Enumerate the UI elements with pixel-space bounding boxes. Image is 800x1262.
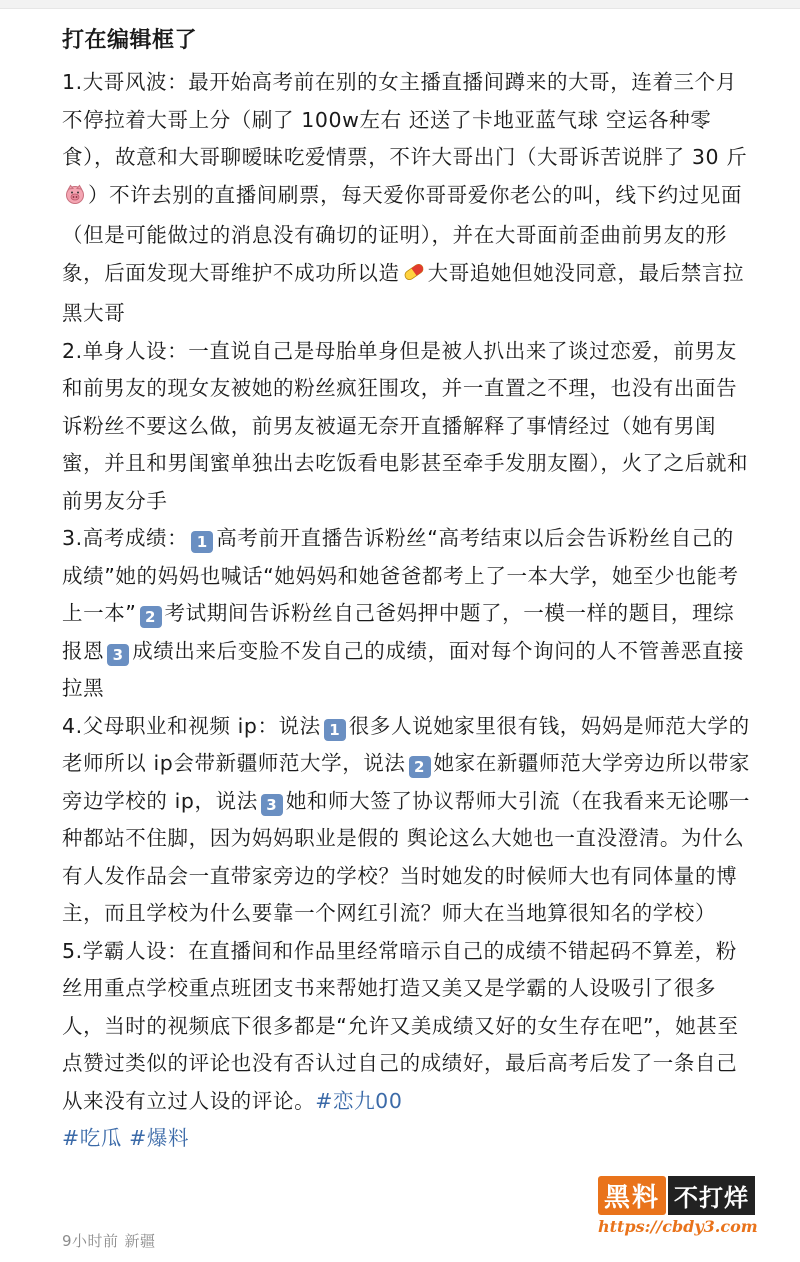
number-3-icon: 3 [261,794,283,816]
watermark [598,1176,778,1246]
watermark-badge: 黑料 [598,1176,666,1215]
paragraph-1-text-b: ）不许去别的直播间刷票，每天爱你哥哥爱你老公的叫，线下约过见面（但是可能做过的消息没有确切的证明），并在大哥面前歪曲前男友的形象，后面发现大哥维护不成功所以造 [62,182,743,285]
post-location: 新疆 [124,1232,156,1250]
paragraph-3 [62,520,752,708]
number-1-icon: 1 [191,531,213,553]
post-meta [62,1230,156,1251]
paragraph-4-text-b: 很多人说她家里很有钱，妈妈是师范大学的老师所以 ip会带新疆师范大学，说法 [62,713,750,775]
paragraph-2: 2.单身人设：一直说自己是母胎单身但是被人扒出来了谈过恋爱，前男友和前男友的现女友被她的粉丝疯狂围攻，并一直置之不理，也没有出面告诉粉丝不要这么做，前男友被逼无奈开直播解释了事情经过（她有男闺蜜，并且和男闺蜜单独出去吃饭看电影甚至牵手发朋友圈），火了之后就和前男友分手 [62,338,749,513]
paragraph-1-text-a: 1.大哥风波：最开始高考前在别的女主播直播间蹲来的大哥，连着三个月不停拉着大哥上分（刷了 100w左右 还送了卡地亚蓝气球 空运各种零食），故意和大哥聊暧昧吃爱情票，不许大哥出门（大哥诉苦说胖了 30 斤 [62,70,748,169]
watermark-logo [598,1176,778,1215]
hashtag-link[interactable]: #恋九00 [315,1088,403,1113]
top-edge [0,0,800,9]
paragraph-3-text-b: 高考前开直播告诉粉丝“高考结束以后会告诉粉丝自己的成绩”她的妈妈也喊话“她妈妈和她爸爸都考上了一本大学，她至少也能考上一本” [62,526,739,625]
watermark-url: https://cbdy3.com [598,1217,758,1236]
paragraph-3-text-a: 3.高考成绩： [62,526,189,550]
paragraph-4-text-a: 4.父母职业和视频 ip：说法 [62,713,321,738]
hashtag-link[interactable]: #爆料 [129,1126,190,1150]
number-1-icon: 1 [324,719,346,741]
paragraph-4-text-d: 她和师大签了协议帮师大引流（在我看来无论哪一种都站不住脚，因为妈妈职业是假的 舆论这么大她也一直没澄清。为什么有人发作品会一直带家旁边的学校？当时她发的时候师大也有同体量的博主，而且学校为什么要靠一个网红引流？师大在当地算很知名的学校） [62,788,751,925]
paragraph-3-text-d: 成绩出来后变脸不发自己的成绩，面对每个询问的人不管善恶直接拉黑 [62,638,745,700]
paragraph-3-text-c: 考试期间告诉粉丝自己爸妈押中题了，一模一样的题目，理综报恩 [62,601,735,663]
number-2-icon: 2 [409,756,431,778]
post-title: 打在编辑框了 [62,28,198,53]
watermark-text: 不打烊 [668,1176,755,1215]
pig-face-icon [64,180,86,218]
paragraph-4-text-c: 她家在新疆师范大学旁边所以带家旁边学校的 ip，说法 [62,751,751,813]
number-3-icon: 3 [107,644,129,666]
paragraph-4 [62,708,752,933]
paragraph-1 [62,64,752,333]
hashtag-link[interactable]: #吃瓜 [62,1126,122,1150]
paragraph-1-text-c: 大哥追她但她没同意，最后禁言拉黑大哥 [62,260,745,325]
paragraph-5-text: 5.学霸人设：在直播间和作品里经常暗示自己的成绩不错起码不算差，粉丝用重点学校重点班团支书来帮她打造又美又是学霸的人设吸引了很多人，当时的视频底下很多都是“允许又美成绩又好的女生存在吧”，她甚至点赞过类似的评论也没有否认过自己的成绩好，最后高考后发了一条自己从来没有立过人设的评论。 [62,938,739,1113]
pill-icon [402,258,426,296]
post-time: 9小时前 [62,1232,119,1250]
number-2-icon: 2 [140,606,162,628]
paragraph-5 [62,933,752,1158]
post-body [62,22,752,1158]
